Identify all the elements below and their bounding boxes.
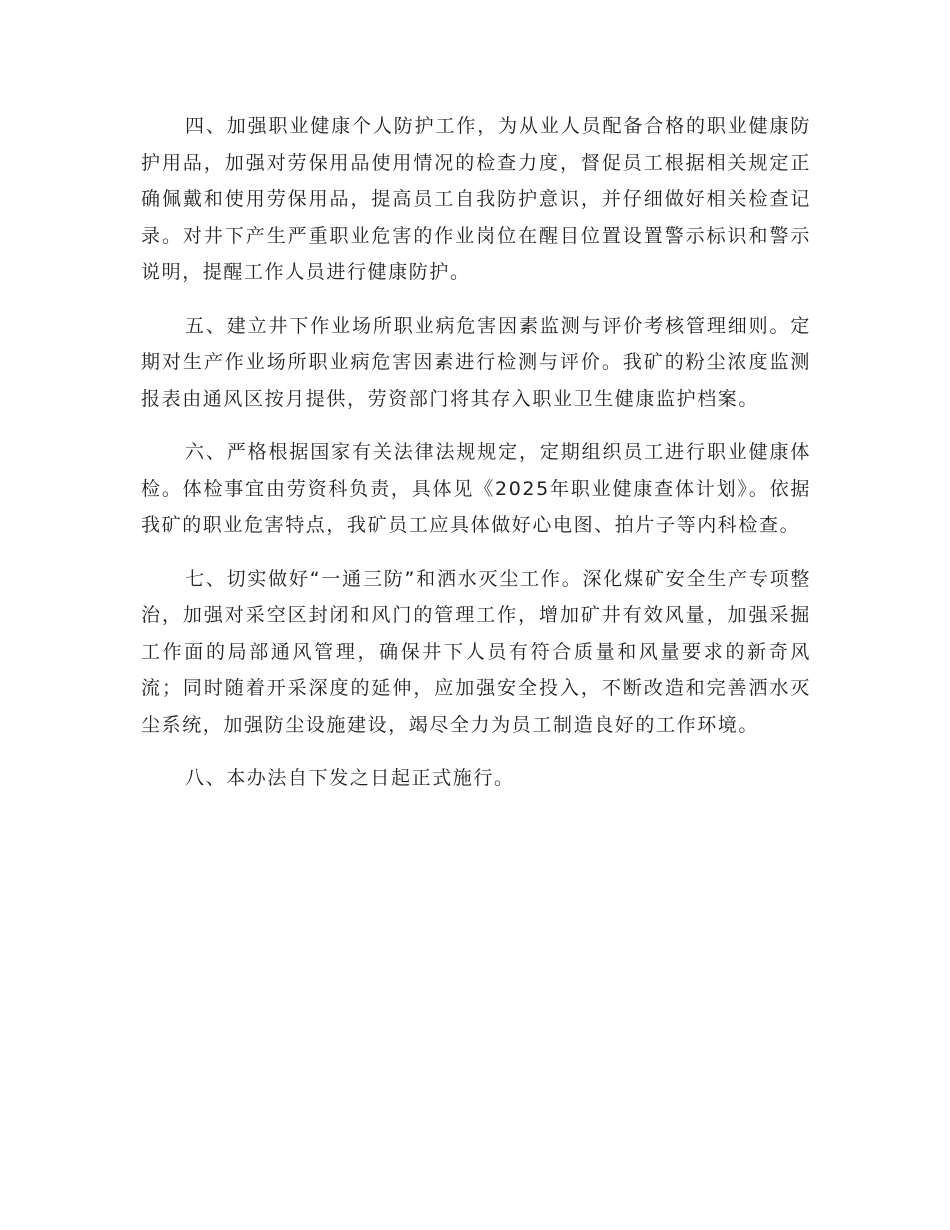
document-body — [141, 108, 811, 797]
paragraph-5-monitoring: 五、建立井下作业场所职业病危害因素监测与评价考核管理细则。定期对生产作业场所职业病危害因素进行检测与评价。我矿的粉尘浓度监测报表由通风区按月提供，劳资部门将其存入职业卫生健康监护档案。 — [141, 314, 811, 410]
paragraph-4-protection: 四、加强职业健康个人防护工作，为从业人员配备合格的职业健康防护用品，加强对劳保用品使用情况的检查力度，督促员工根据相关规定正确佩戴和使用劳保用品，提高员工自我防护意识，并仔细做好相关检查记录。对井下产生严重职业危害的作业岗位在醒目位置设置警示标识和警示说明，提醒工作人员进行健康防护。 — [141, 115, 811, 283]
paragraph-7-ventilation: 七、切实做好“一通三防”和洒水灭尘工作。深化煤矿安全生产专项整治，加强对采空区封闭和风门的管理工作，增加矿井有效风量，加强采掘工作面的局部通风管理，确保井下人员有符合质量和风量要求的新奇风流；同时随着开采深度的延伸，应加强安全投入，不断改造和完善洒水灭尘系统，加强防尘设施建设，竭尽全力为员工制造良好的工作环境。 — [141, 567, 811, 736]
paragraph-6-health-check: 六、严格根据国家有关法律法规规定，定期组织员工进行职业健康体检。体检事宜由劳资科负责，具体见《2025年职业健康查体计划》。依据我矿的职业危害特点，我矿员工应具体做好心电图、拍片子等内科检查。 — [141, 441, 811, 536]
paragraph-8-effective-date: 八、本办法自下发之日起正式施行。 — [185, 767, 515, 789]
